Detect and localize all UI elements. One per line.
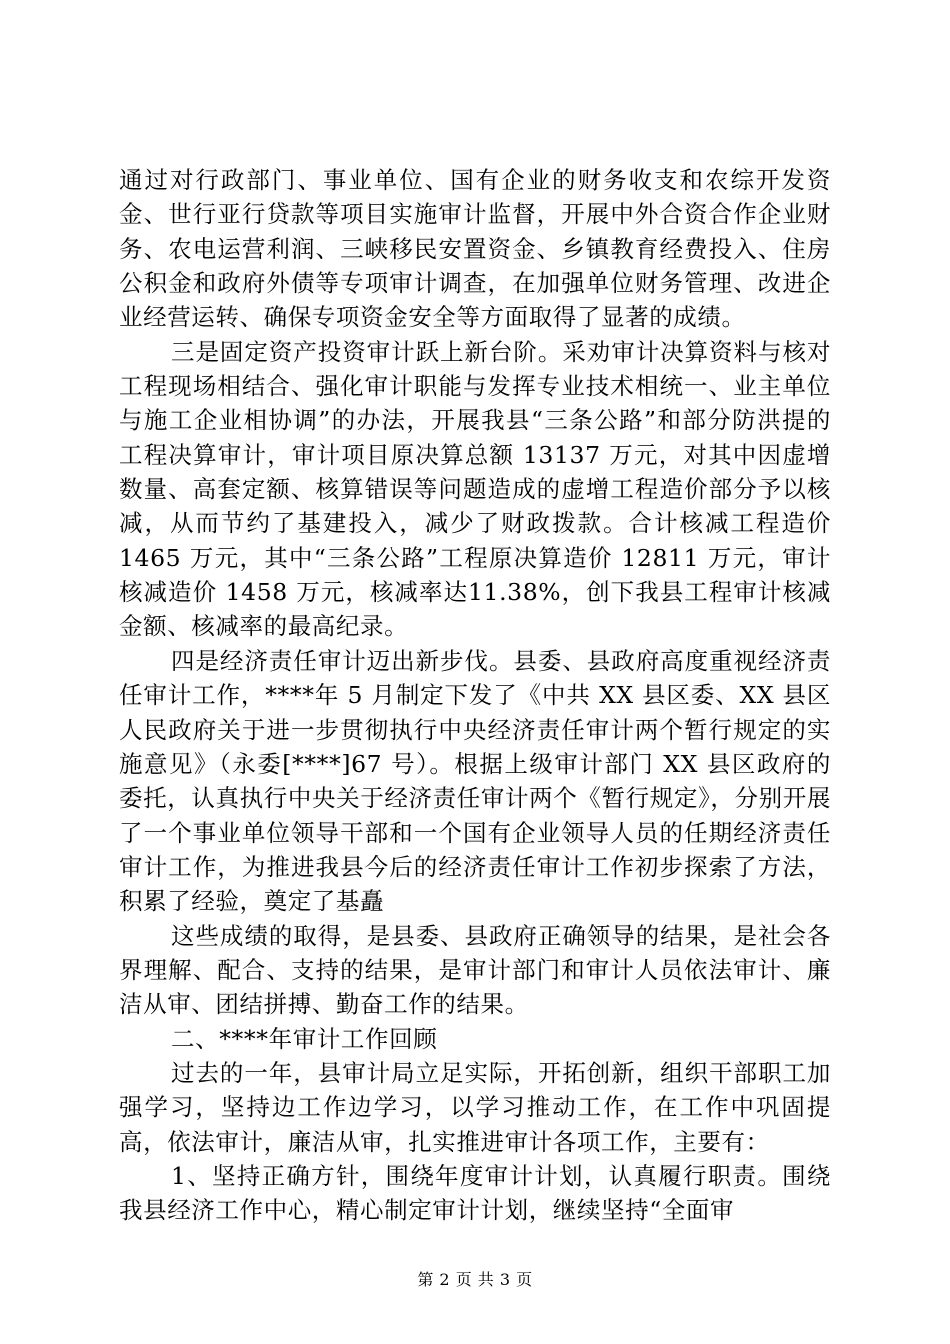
paragraph-6-past-year: 过去的一年，县审计局立足实际，开拓创新，组织干部职工加强学习，坚持边工作边学习，以学习推动工作，在工作中巩固提高，依法审计，廉洁从审，扎实推进审计各项工作，主要有： bbox=[119, 1058, 831, 1156]
paragraph-4-achievements: 这些成绩的取得，是县委、县政府正确领导的结果，是社会各界理解、配合、支持的结果，是审计部门和审计人员依法审计、廉洁从审、团结拼搏、勤奋工作的结果。 bbox=[119, 921, 831, 1019]
document-body bbox=[119, 163, 831, 1228]
page-footer: 第 2 页 共 3 页 bbox=[417, 1270, 533, 1289]
paragraph-3-economic-responsibility-audit: 四是经济责任审计迈出新步伐。县委、县政府高度重视经济责任审计工作，****年 5 月制定下发了《中共 XX 县区委、XX 县区人民政府关于进一步贯彻执行中央经济责任审计两个暂行规定的实施意见》（永委[****]67 号）。根据上级审计部门 XX 县区政府的委托，认真执行中央关于经济责任审计两个《暂行规定》，分别开展了一个事业单位领导干部和一个国有企业领导人员的任期经济责任审计工作，为推进我县今后的经济责任审计工作初步探索了方法，积累了经验，奠定了基矗 bbox=[119, 646, 831, 916]
paragraph-2-fixed-asset-audit: 三是固定资产投资审计跃上新台阶。采劝审计决算资料与核对工程现场相结合、强化审计职能与发挥专业技术相统一、业主单位与施工企业相协调”的办法，开展我县“三条公路”和部分防洪提的工程决算审计，审计项目原决算总额 13137 万元，对其中因虚增数量、高套定额、核算错误等问题造成的虚增工程造价部分予以核减，从而节约了基建投入，减少了财政拨款。合计核减工程造价 1465 万元，其中“三条公路”工程原决算造价 12811 万元，审计核减造价 1458 万元，核减率达11.38%，创下我县工程审计核减金额、核减率的最高纪录。 bbox=[119, 337, 831, 641]
paragraph-7-item-1: 1、坚持正确方针，围绕年度审计计划，认真履行职责。围绕我县经济工作中心，精心制定审计计划，继续坚持“全面审 bbox=[119, 1161, 831, 1225]
paragraph-1: 通过对行政部门、事业单位、国有企业的财务收支和农综开发资金、世行亚行贷款等项目实施审计监督，开展中外合资合作企业财务、农电运营利润、三峡移民安置资金、乡镇教育经费投入、住房公积金和政府外债等专项审计调查，在加强单位财务管理、改进企业经营运转、确保专项资金安全等方面取得了显著的成绩。 bbox=[119, 166, 831, 332]
section-heading-review: 二、****年审计工作回顾 bbox=[171, 1024, 438, 1053]
